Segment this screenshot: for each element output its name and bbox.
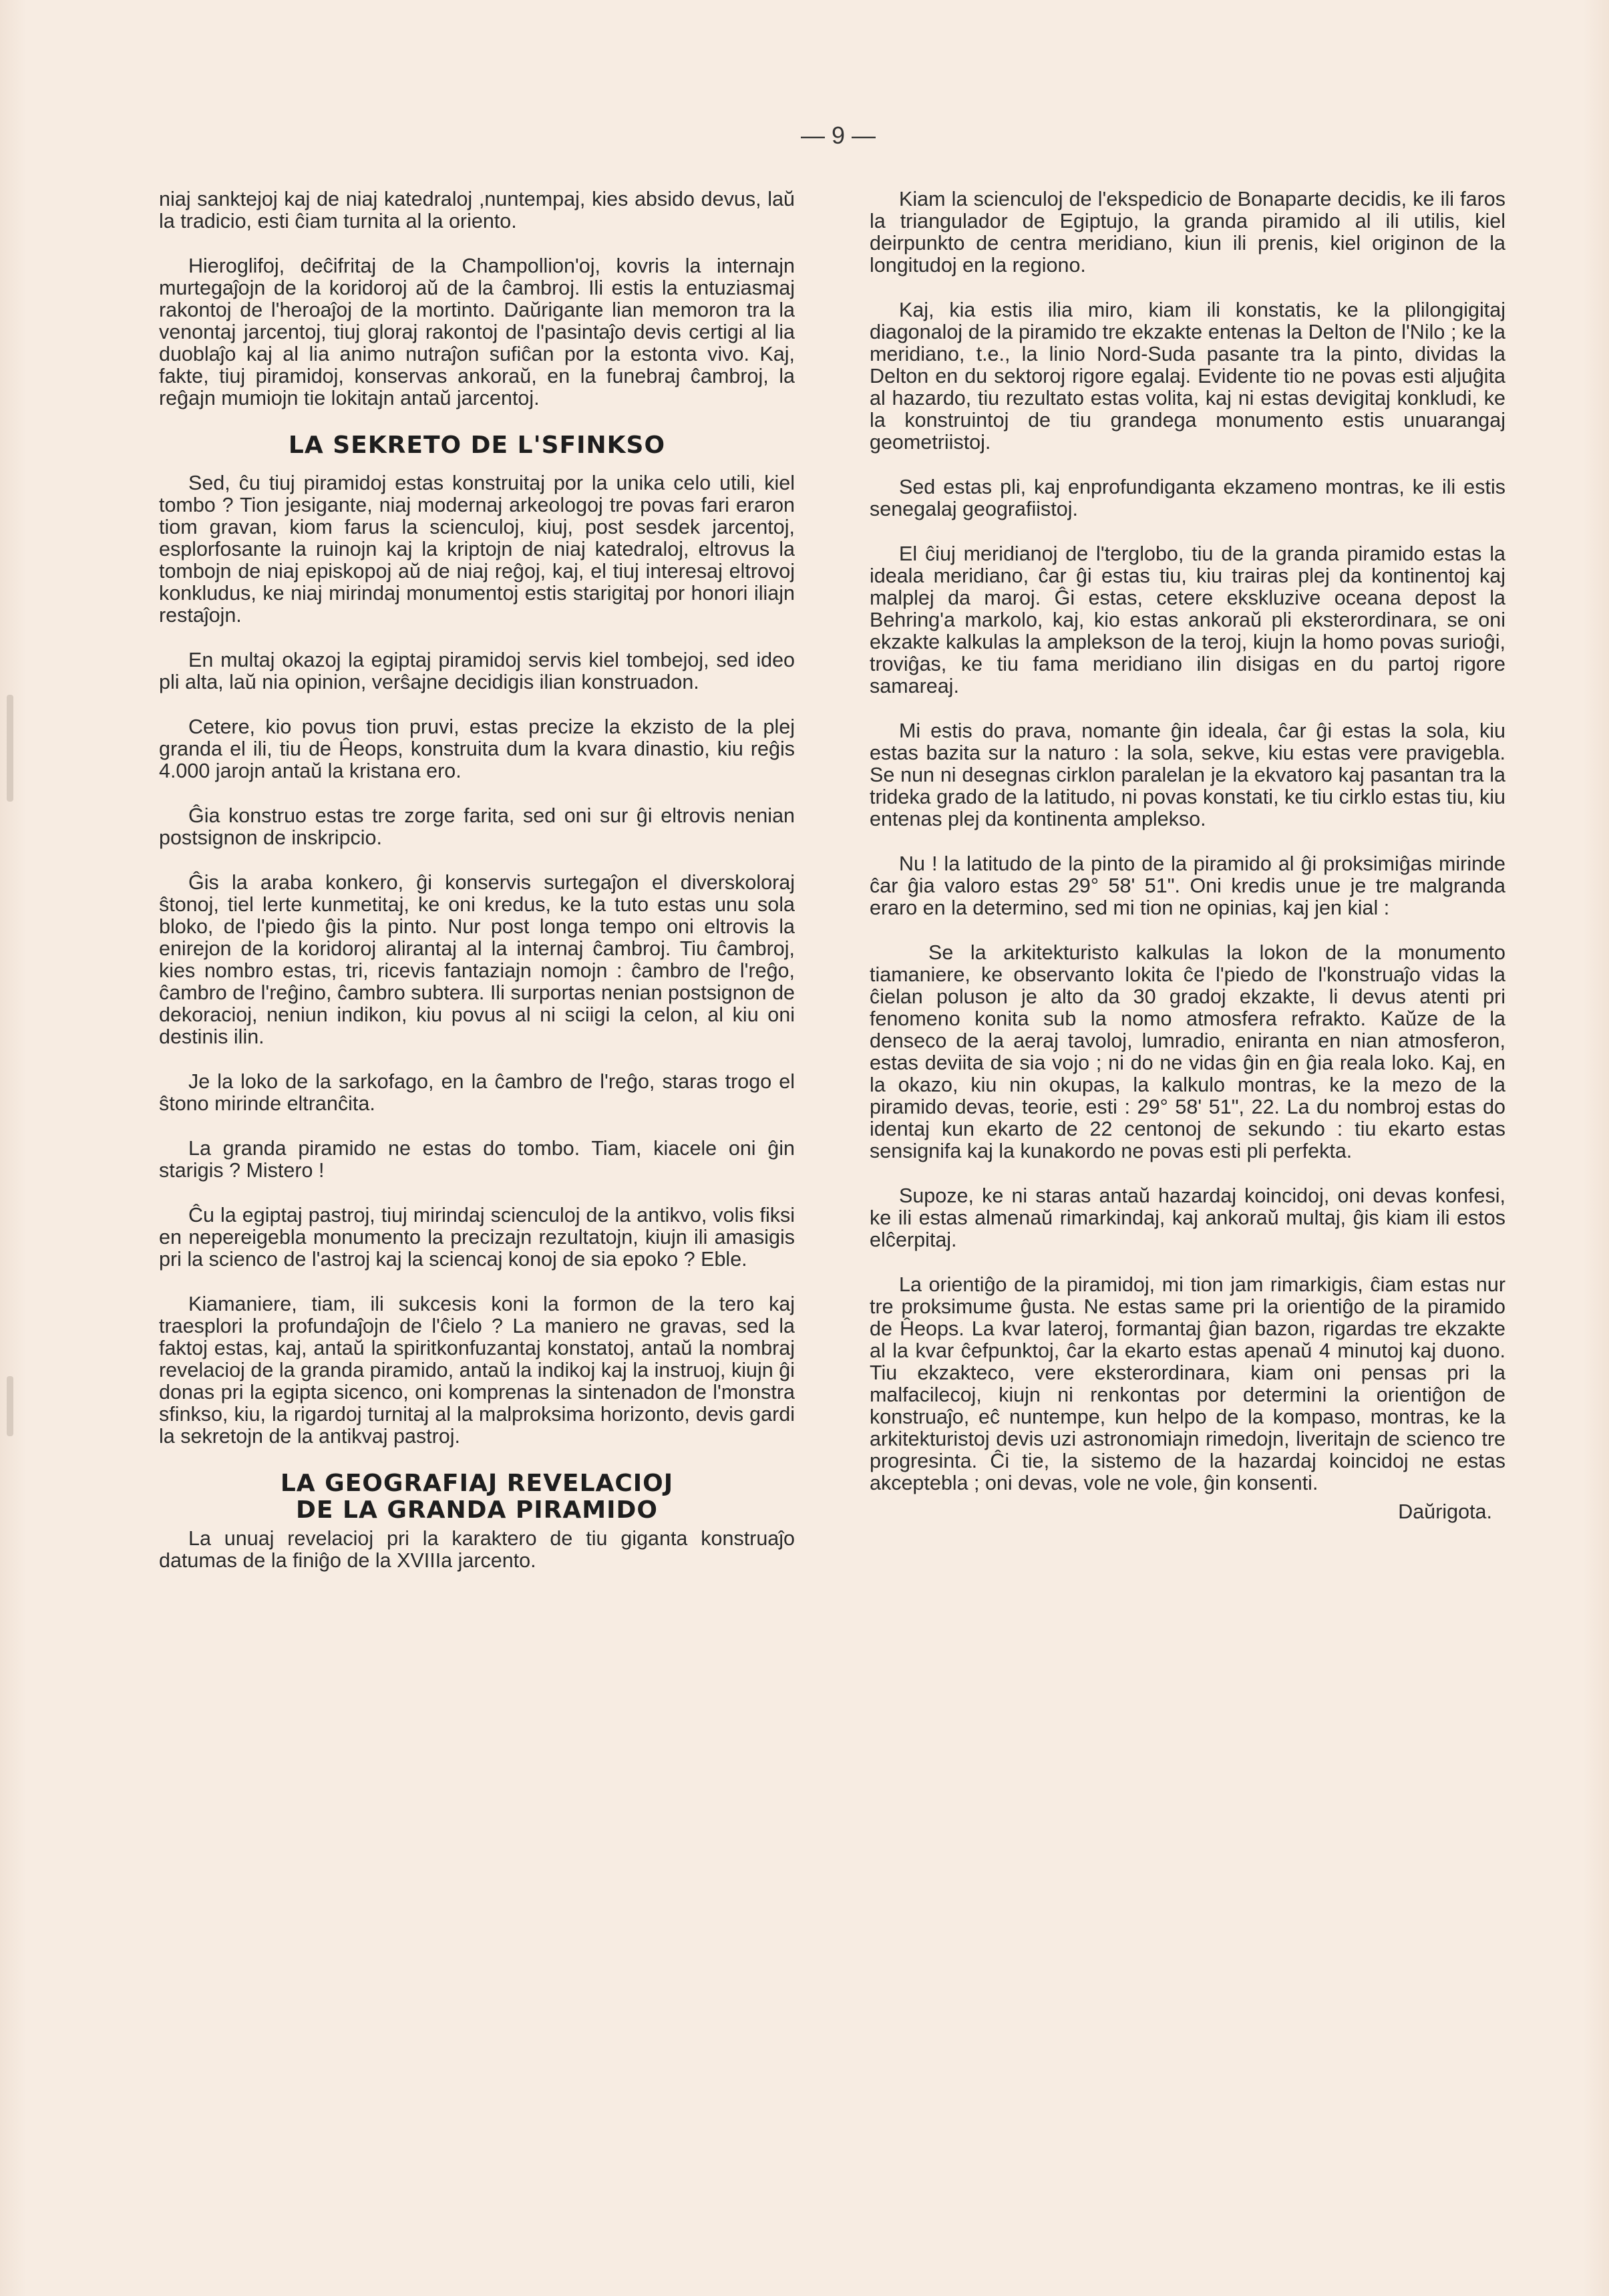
- paragraph: El ĉiuj meridianoj de l'terglobo, tiu de la granda piramido estas la ideala meridiano, ĉar ĝi estas tiu, kiu trairas plej da kontinentoj kaj malplej da maroj. Ĝi estas, cetere ekskluzive oceana depost la Behring'a markolo, kaj, kio estas ankoraŭ pli eksterordinara, se oni ekzakte kalkulas la amplekson de la teroj, kiujn la homo povas surioĝi, troviĝas, ke tiu fama meridiano ilin disigas en du partoj rigore samareaj.: [870, 542, 1505, 697]
- paragraph: Ĝis la araba konkero, ĝi konservis surtegaĵon el diverskoloraj ŝtonoj, tiel lerte kunmetitaj, ke oni kredus, ke la tuto estas unu sola bloko, de l'piedo ĝis la pinto. Nur post longa tempo oni eltrovis la enirejon de la koridoroj alirantaj al la internaj ĉambroj. Tiu ĉambroj, kies nombro estas, tri, ricevis fantaziajn nomojn : ĉambro de l'reĝo, ĉambro de l'reĝino, ĉambro subtera. Ili surportas nenian postsignon de dekoracioj, neniun indikon, kiu povus al ni sciigi la celon, al kiu oni destinis ilin.: [159, 871, 795, 1048]
- binding-mark: [7, 695, 13, 802]
- paragraph: La orientiĝo de la piramidoj, mi tion jam rimarkigis, ĉiam estas nur tre proksimume ĝusta. Ne estas same pri la orientiĝo de la piramido de Ĥeops. La kvar lateroj, formantaj ĝian bazon, rigardas tre ekzakte al la kvar ĉefpunktoj, ĉar la ekarto estas apenaŭ 4 minutoj kaj duono. Tiu ekzakteco, vere eksterordinara, kiam oni pensas pri la malfacilecoj, kiujn ni renkontas por determini la orientiĝon de konstruaĵo, eĉ nuntempe, kun helpo de la kompaso, montras, ke la arkitekturistoj devis uzi astronomiajn rimedojn, liveritajn de scienco tre progresinta. Ĉi tie, la sistemo de la hazardaj koincidoj ne estas akceptebla ; oni devas, vole ne vole, ĝin konsenti.: [870, 1273, 1505, 1494]
- paragraph: Supoze, ke ni staras antaŭ hazardaj koincidoj, oni devas konfesi, ke ili estas almenaŭ rimarkindaj, kaj ankoraŭ multaj, ĝis kiam ili estos elĉerpitaj.: [870, 1184, 1505, 1251]
- paragraph: Kaj, kia estis ilia miro, kiam ili konstatis, ke la plilongigitaj diagonaloj de la piramido tre ekzakte entenas la Delton de l'Nilo ; ke la meridiano, t.e., la linio Nord-Suda pasante tra la pinto, dividas la Delton en du sektoroj rigore egalaj. Evidente tio ne povas esti aljuĝita al hazardo, tiu rezultato estas volita, kaj ni estas devigitaj konkludi, ke la konstruintoj de tiu grandega monumento estis unuarangaj geometriistoj.: [870, 299, 1505, 454]
- paragraph: niaj sanktejoj kaj de niaj katedraloj ,nuntempaj, kies absido devus, laŭ la tradicio, esti ĉiam turnita al la oriento.: [159, 188, 795, 232]
- paragraph: La unuaj revelacioj pri la karaktero de tiu giganta konstruaĵo datumas de la finiĝo de la XVIIIa jarcento.: [159, 1527, 795, 1572]
- paragraph: Nu ! la latitudo de la pinto de la piramido al ĝi proksimiĝas mirinde ĉar ĝia valoro estas 29° 58' 51". Oni kredis unue je tre malgranda eraro en la determino, sed mi tion ne opinias, kaj jen kial :: [870, 852, 1505, 919]
- binding-mark: [7, 1376, 13, 1436]
- page-number: — 9 —: [800, 122, 876, 149]
- section-heading-line: DE LA GRANDA PIRAMIDO: [296, 1496, 658, 1524]
- paragraph: En multaj okazoj la egiptaj piramidoj servis kiel tombejoj, sed ideo pli alta, laŭ nia opinion, verŝajne decidigis ilian konstruadon.: [159, 649, 795, 693]
- paragraph: Kiamaniere, tiam, ili sukcesis koni la formon de la tero kaj traesplori la profundaĵojn de l'ĉielo ? La maniero ne gravas, sed la faktoj estas, kaj, antaŭ la spiritkonfuzantaj konstatoj, antaŭ la nombraj revelacioj de la granda piramido, antaŭ la indikoj kaj la instruoj, kiujn ĝi donas pri la egipta sicenco, oni komprenas la sintenadon de l'monstra sfinkso, kiu, la rigardoj turnitaj al la malproksima horizonto, devis gardi la sekretojn de la antikvaj pastroj.: [159, 1293, 795, 1448]
- paragraph: Ĉu la egiptaj pastroj, tiuj mirindaj scienculoj de la antikvo, volis fiksi en nepereigebla monumento la precizajn rezultatojn, kiujn ili amasigis pri la scienco de l'astroj kaj la sciencaj konoj de sia epoko ? Eble.: [159, 1204, 795, 1271]
- section-heading: LA SEKRETO DE L'SFINKSO: [288, 432, 666, 459]
- left-column: [159, 188, 795, 1579]
- paragraph: Se la arkitekturisto kalkulas la lokon de la monumento tiamaniere, ke observanto lokita ĉe l'piedo de l'konstruaĵo vidas la ĉielan poluson je alto da 30 gradoj ekzakte, li devus atenti pri fenomeno konita sub la nomo atmosfera refrakto. Kaŭze de la denseco de la aeraj tavoloj, lumradio, eniranta en nian atmosferon, estas deviita de sia vojo ; ni do ne vidas ĝin en ĝia reala loko. Kaj, en la okazo, kiu nin okupas, la kalkulo montras, ke la mezo de la piramido devas, teorie, esti : 29° 58' 51", 22. La du nombroj estas do identaj kun ekarto de 22 centonoj de sekundo : tiu ekarto estas sensignifa kaj la kunakordo ne povas esti pli perfekta.: [870, 941, 1505, 1162]
- section-heading-line: LA GEOGRAFIAJ REVELACIOJ: [280, 1470, 674, 1497]
- paragraph: Sed estas pli, kaj enprofundiganta ekzameno montras, ke ili estis senegalaj geografiistoj.: [870, 476, 1505, 520]
- section-heading: [159, 1470, 795, 1524]
- right-column: [870, 188, 1505, 1523]
- paragraph: Kiam la scienculoj de l'ekspedicio de Bonaparte decidis, ke ili faros la triangulador de Egiptujo, la granda piramido al ili utilis, kiel deirpunkto de centra meridiano, kiun ili prenis, kiel originon de la longitudoj en la regiono.: [870, 188, 1505, 277]
- paragraph: La granda piramido ne estas do tombo. Tiam, kiacele oni ĝin starigis ? Mistero !: [159, 1137, 795, 1182]
- paragraph: Ĝia konstruo estas tre zorge farita, sed oni sur ĝi eltrovis nenian postsignon de inskripcio.: [159, 804, 795, 849]
- paragraph: Sed, ĉu tiuj piramidoj estas konstruitaj por la unika celo utili, kiel tombo ? Tion jesigante, niaj modernaj arkeologoj tre povas fari eraron tiom gravan, kiom farus la scienculoj, kiuj, post sesdek jarcentoj, esplorfosante la ruinojn kaj la kriptojn de niaj katedraloj, eltrovus la tombojn de niaj episkopoj aŭ de niaj reĝoj, kaj, el tiuj interesaj eltrovoj konkludus, ke niaj mirindaj monumentoj estis starigitaj por honori iliajn restaĵojn.: [159, 472, 795, 627]
- paragraph: Mi estis do prava, nomante ĝin ideala, ĉar ĝi estas la sola, kiu estas bazita sur la naturo : la sola, sekve, kiu estas vere pravigebla. Se nun ni desegnas cirklon paralelan je la ekvatoro kaj pasantan tra la trideka grado de la latitudo, ni povas konstati, ke tiu cirklo estas tiu, kiu entenas plej da kontinenta amplekso.: [870, 719, 1505, 830]
- paragraph: Cetere, kio povus tion pruvi, estas precize la ekzisto de la plej granda el ili, tiu de Ĥeops, konstruita dum la kvara dinastio, kiu reĝis 4.000 jarojn antaŭ la kristana ero.: [159, 715, 795, 782]
- paragraph: Je la loko de la sarkofago, en la ĉambro de l'reĝo, staras trogo el ŝtono mirinde eltranĉita.: [159, 1070, 795, 1115]
- signature: Daŭrigota.: [1398, 1500, 1492, 1523]
- paragraph: Hieroglifoj, deĉifritaj de la Champollion'oj, kovris la internajn murtegaĵojn de la koridoroj aŭ de la ĉambroj. Ili estis la entuziasmaj rakontoj de l'heroaĵoj de la mortinto. Daŭrigante lian memoron tra la venontaj jarcentoj, tiuj gloraj rakontoj de l'pasintaĵo devis certigi al lia duoblaĵo kaj al lia animo nutraĵon sufiĉan por la estonta vivo. Kaj, fakte, tiuj piramidoj, konservas ankoraŭ, en la funebraj ĉambroj, la reĝajn mumiojn tie lokitajn antaŭ jarcentoj.: [159, 255, 795, 409]
